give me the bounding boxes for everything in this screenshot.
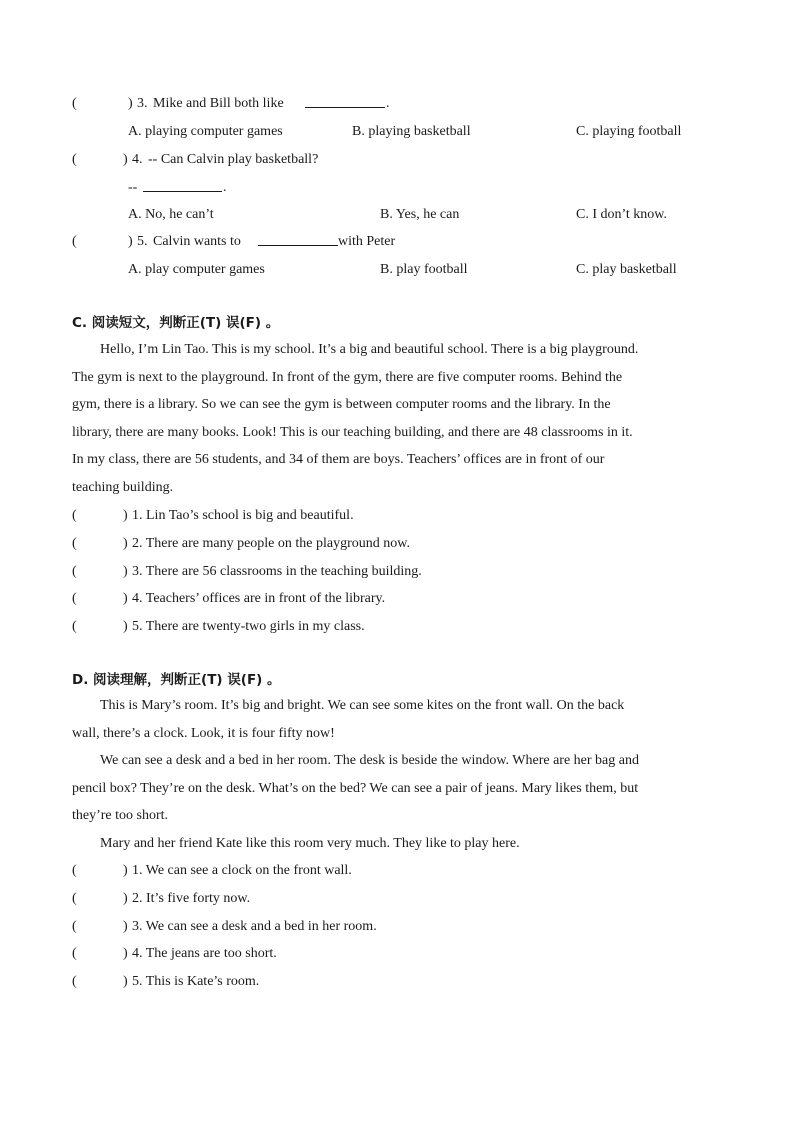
fill-blank[interactable] [305,95,385,108]
question-text: 2. There are many people on the playground now. [132,536,410,551]
answer-paren-close: ) [128,96,133,111]
question-text: 4. The jeans are too short. [132,946,277,961]
answer-paren-open[interactable]: ( [72,508,77,523]
question-text: 3. There are 56 classrooms in the teaching building. [132,564,422,579]
answer-paren-close: ) [123,891,128,906]
answer-paren-open[interactable]: ( [72,152,77,167]
passage-line: teaching building. [72,479,174,495]
passage-line: pencil box? They’re on the desk. What’s on the bed? We can see a pair of jeans. Mary likes them, but [72,780,639,796]
passage-line: Mary and her friend Kate like this room very much. They like to play here. [100,835,520,851]
fill-blank[interactable] [143,179,222,192]
passage-line: The gym is next to the playground. In front of the gym, there are five computer rooms. Behind the [72,369,623,385]
passage-line: Hello, I’m Lin Tao. This is my school. It’s a big and beautiful school. There is a big playground. [100,342,639,357]
answer-paren-close: ) [123,974,128,989]
answer-paren-open[interactable]: ( [72,891,77,906]
option-b: B. playing basketball [352,124,471,139]
passage-line: We can see a desk and a bed in her room. The desk is beside the window. Where are her bag and [100,753,639,769]
question-number: 4. [132,152,143,167]
reading-passage-d [72,692,722,858]
answer-paren-close: ) [123,946,128,961]
option-b: B. Yes, he can [380,207,460,222]
answer-paren-open[interactable]: ( [72,974,77,989]
option-c: C. playing football [576,124,682,139]
question-text-end: . [386,96,390,111]
question-text-end: with Peter [338,234,396,249]
answer-paren-close: ) [123,536,128,551]
section-heading-c: C. 阅读短文，判断正(T) 误(F) 。 [72,315,280,331]
answer-paren-open[interactable]: ( [72,234,77,249]
answer-paren-open[interactable]: ( [72,619,77,634]
question-text: 5. This is Kate’s room. [132,974,260,989]
passage-line: In my class, there are 56 students, and 34 of them are boys. Teachers’ offices are in front of our [72,452,605,468]
answer-paren-open[interactable]: ( [72,536,77,551]
answer-paren-open[interactable]: ( [72,96,77,111]
answer-paren-close: ) [123,919,128,934]
question-number: 3. [137,96,148,111]
answer-paren-close: ) [123,152,128,167]
answer-paren-open[interactable]: ( [72,863,77,878]
answer-paren-open[interactable]: ( [72,919,77,934]
option-a: A. play computer games [128,262,265,277]
option-a: A. playing computer games [128,124,283,139]
question-text: 4. Teachers’ offices are in front of the library. [132,591,386,606]
question-text: 2. It’s five forty now. [132,891,251,906]
answer-paren-close: ) [123,508,128,523]
fill-blank[interactable] [258,233,338,246]
section-heading-d: D. 阅读理解，判断正(T) 误(F) 。 [72,672,281,688]
answer-paren-close: ) [123,863,128,878]
passage-line: gym, there is a library. So we can see the gym is between computer rooms and the library. In the [72,397,611,413]
option-a: A. No, he can’t [128,207,214,222]
answer-paren-close: ) [123,564,128,579]
answer-paren-open[interactable]: ( [72,946,77,961]
answer-paren-open[interactable]: ( [72,564,77,579]
question-number: 5. [137,234,148,249]
answer-paren-close: ) [123,619,128,634]
question-text: 5. There are twenty-two girls in my class. [132,619,365,634]
answer-prefix: -- [128,180,138,195]
question-text: Calvin wants to [153,234,241,249]
question-text: Mike and Bill both like [153,96,284,111]
answer-paren-close: ) [128,234,133,249]
passage-line: wall, there’s a clock. Look, it is four fifty now! [72,725,335,741]
question-text: 1. We can see a clock on the front wall. [132,863,352,878]
passage-line: library, there are many books. Look! This is our teaching building, and there are 48 classrooms in it. [72,424,633,440]
answer-paren-open[interactable]: ( [72,591,77,606]
option-c: C. play basketball [576,262,677,277]
question-text: 1. Lin Tao’s school is big and beautiful. [132,508,354,523]
question-text: -- Can Calvin play basketball? [148,152,319,167]
passage-line: This is Mary’s room. It’s big and bright. We can see some kites on the front wall. On the back [100,698,625,713]
question-text: 3. We can see a desk and a bed in her room. [132,919,377,934]
option-b: B. play football [380,262,468,277]
reading-passage-c [72,336,722,502]
answer-end: . [223,180,227,195]
passage-line: they’re too short. [72,808,169,824]
answer-paren-close: ) [123,591,128,606]
option-c: C. I don’t know. [576,207,667,222]
